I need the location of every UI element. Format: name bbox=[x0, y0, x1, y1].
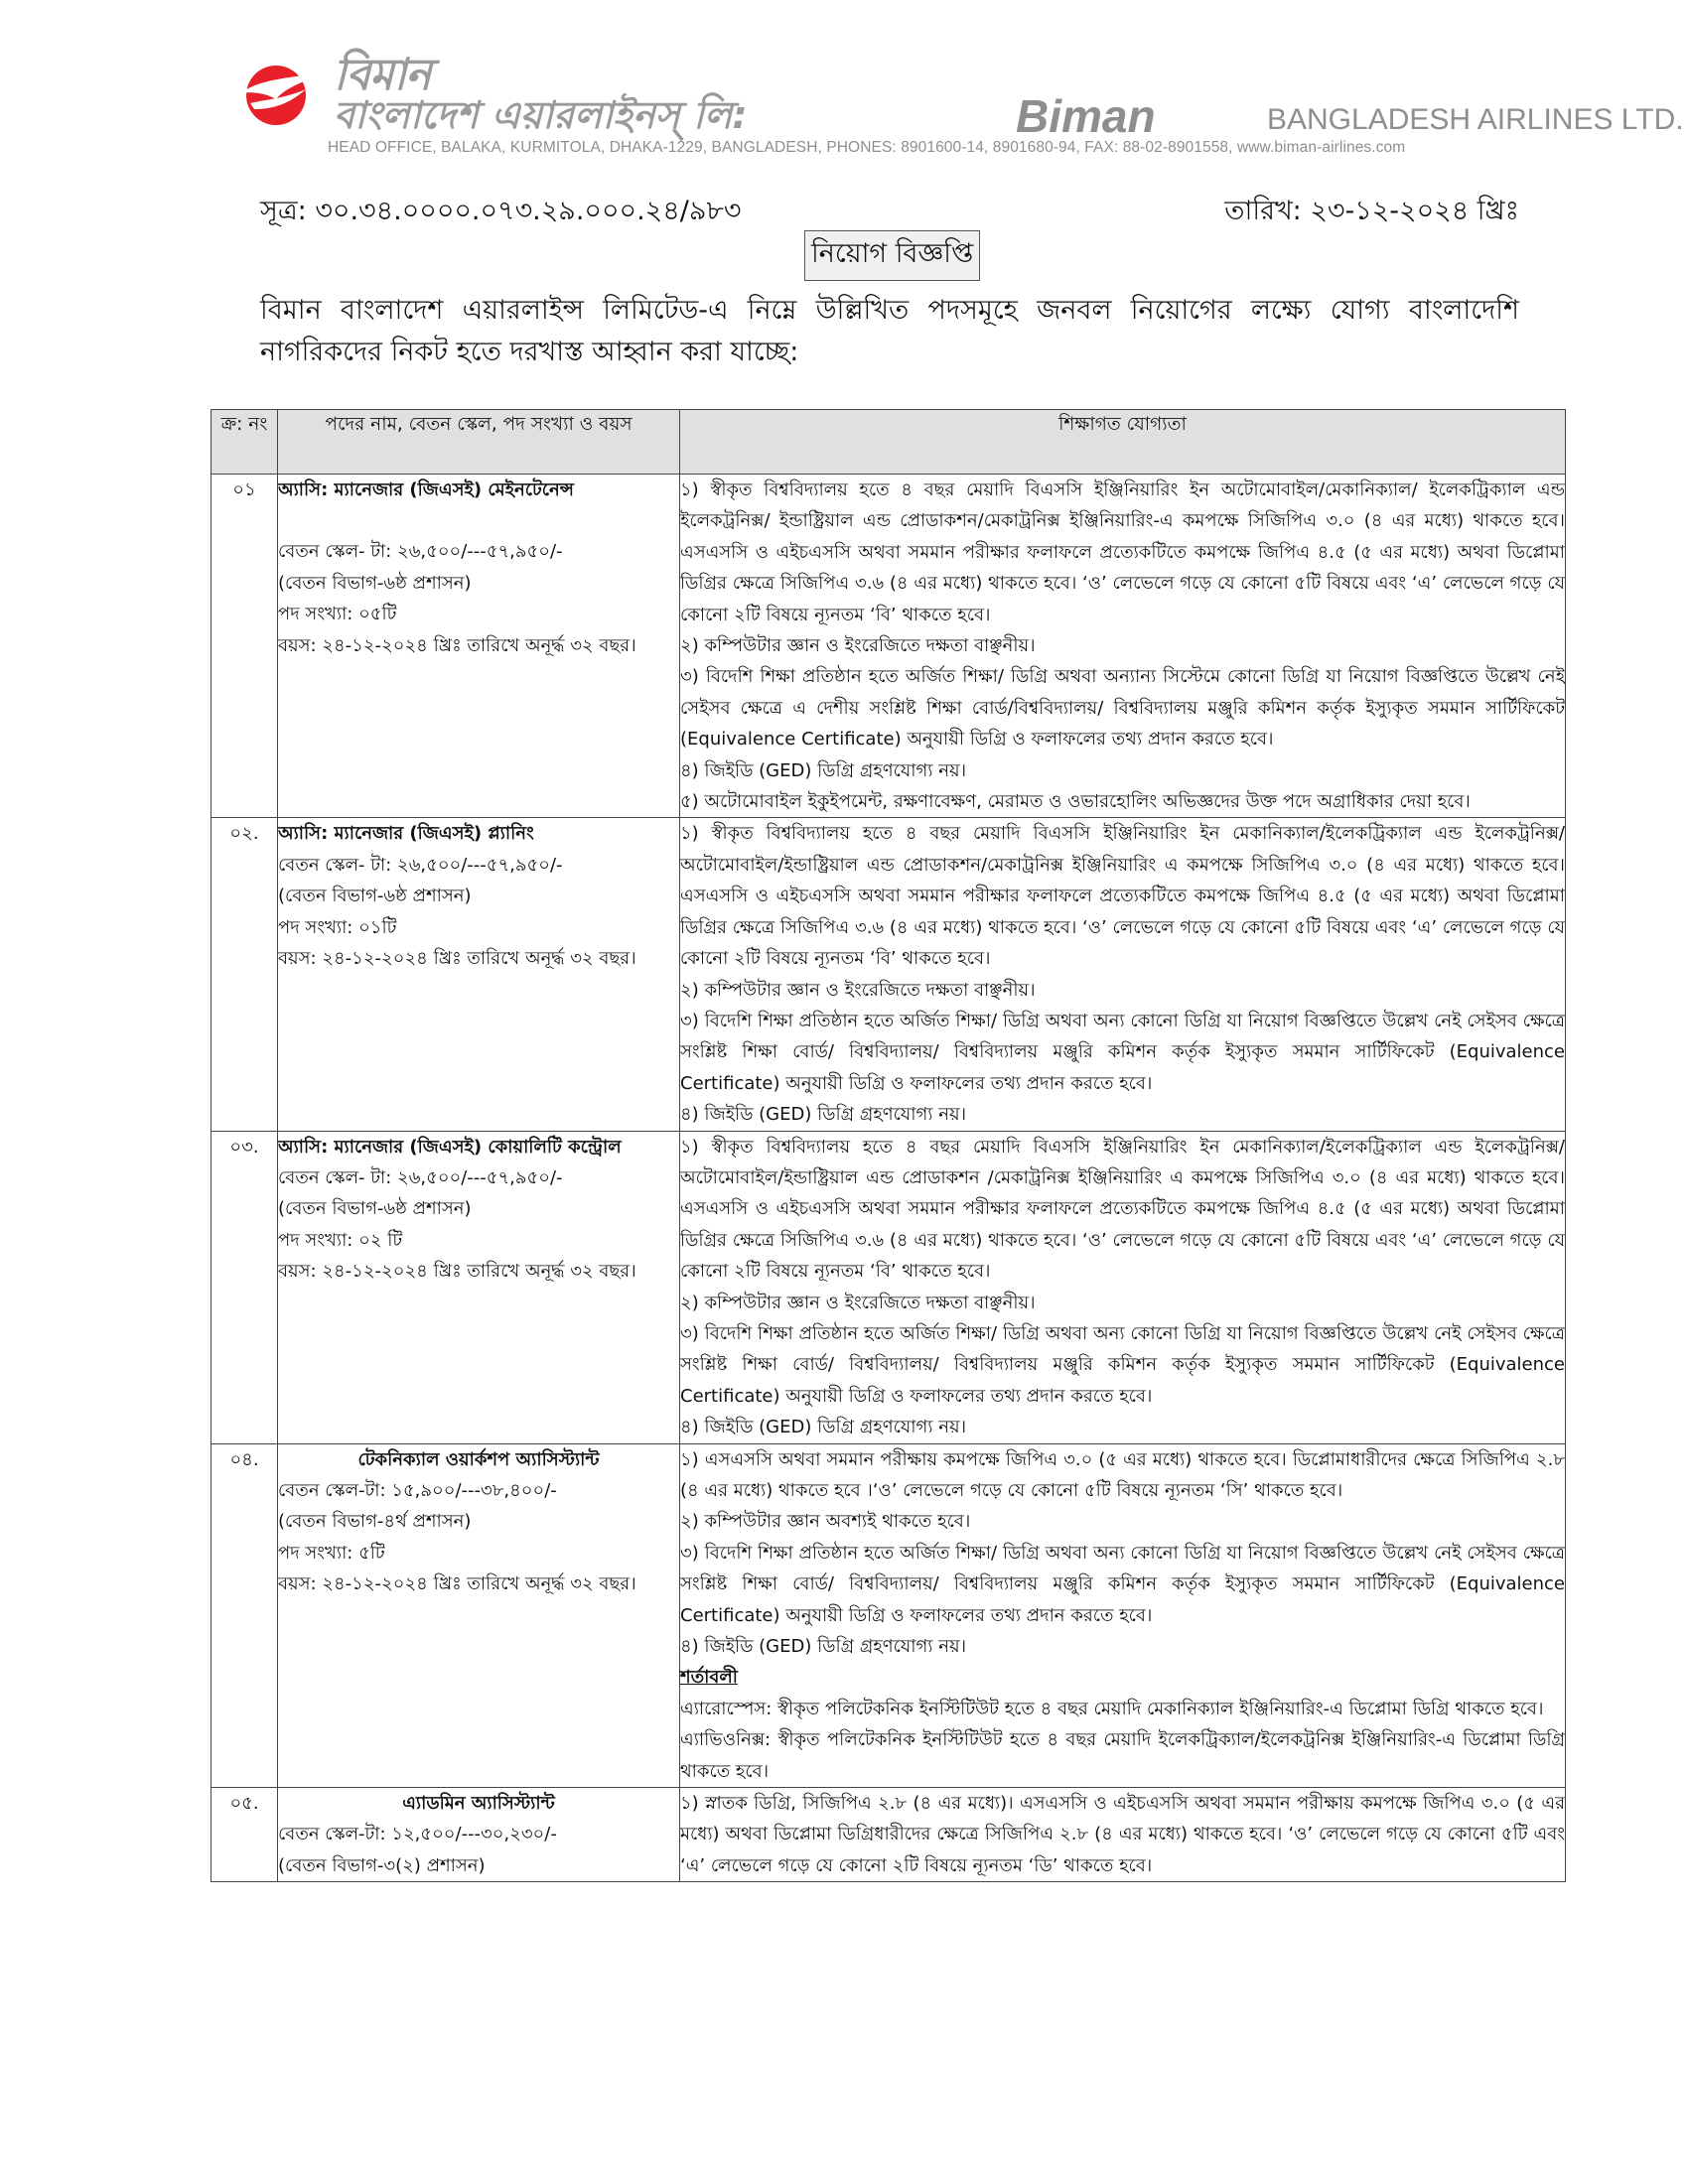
qualification-item: ১) স্বীকৃত বিশ্ববিদ্যালয় হতে ৪ বছর মেয়াদি বিএসসি ইঞ্জিনিয়ারিং ইন মেকানিক্যাল/ইলেকট্রিক্যাল এন্ড ইলেকট্রনিক্স/অটোমোবাইল/ইন্ডাষ্ট্রিয়াল এন্ড প্রোডাকশন /মেকাট্রনিক্স ইঞ্জিনিয়ারিং এ কমপক্ষে সিজিপিএ ৩.০ (৪ এর মধ্যে) থাকতে হবে। এসএসসি ও এইচএসসি অথবা সমমান পরীক্ষার ফলাফলে প্রত্যেকটিতে কমপক্ষে জিপিএ ৪.৫ (৫ এর মধ্যে) অথবা ডিপ্লোমা ডিগ্রির ক্ষেত্রে সিজিপিএ ৩.৬ (৪ এর মধ্যে) থাকতে হবে। ‘ও’ লেভেলে গড়ে যে কোনো ৫টি বিষয়ে এবং ‘এ’ লেভেলে গড়ে যে কোনো ২টি বিষয়ে ন্যূনতম ‘বি’ থাকতে হবে। bbox=[680, 1136, 1565, 1283]
header-qualification: শিক্ষাগত যোগ্যতা bbox=[680, 410, 1566, 475]
table-header-row bbox=[211, 410, 1566, 475]
table-row bbox=[211, 1788, 1566, 1882]
qualification-item: ১) এসএসসি অথবা সমমান পরীক্ষায় কমপক্ষে জিপিএ ৩.০ (৫ এর মধ্যে) থাকতে হবে। ডিপ্লোমাধারীদের ক্ষেত্রে সিজিপিএ ২.৮ (৪ এর মধ্যে) থাকতে হবে ।‘ও’ লেভেলে গড়ে যে কোনো ৫টি বিষয়ে ন্যূনতম ‘সি’ থাকতে হবে। bbox=[680, 1448, 1565, 1501]
age-limit: বয়স: ২৪-১২-২০২৪ খ্রিঃ তারিখে অনূর্দ্ধ ৩২ বছর। bbox=[278, 1573, 636, 1595]
brand-bangla-line1: বিমান bbox=[334, 50, 431, 100]
head-office-address: HEAD OFFICE, BALAKA, KURMITOLA, DHAKA-1229, BANGLADESH, PHONES: 8901600-14, 8901680-94, FAX: 88-02-8901558, www.biman-airlines.com bbox=[328, 139, 1406, 156]
table-row bbox=[211, 1131, 1566, 1443]
recruitment-table bbox=[211, 409, 1566, 1882]
qualification-item: ৪) জিইডি (GED) ডিগ্রি গ্রহণযোগ্য নয়। bbox=[680, 1636, 967, 1658]
qualification-item: ২) কম্পিউটার জ্ঞান অবশ্যই থাকতে হবে। bbox=[680, 1511, 971, 1533]
qualification-item: ১) স্বীকৃত বিশ্ববিদ্যালয় হতে ৪ বছর মেয়াদি বিএসসি ইঞ্জিনিয়ারিং ইন মেকানিক্যাল/ইলেকট্রিক্যাল এন্ড ইলেকট্রনিক্স/অটোমোবাইল/ইন্ডাষ্ট্রিয়াল এন্ড প্রোডাকশন/মেকাট্রনিক্স ইঞ্জিনিয়ারিং এ কমপক্ষে সিজিপিএ ৩.০ (৪ এর মধ্যে) থাকতে হবে। এসএসসি ও এইচএসসি অথবা সমমান পরীক্ষার ফলাফলে প্রত্যেকটিতে কমপক্ষে জিপিএ ৪.৫ (৫ এর মধ্যে) অথবা ডিপ্লোমা ডিগ্রির ক্ষেত্রে সিজিপিএ ৩.৬ (৪ এর মধ্যে) থাকতে হবে। ‘ও’ লেভেলে গড়ে যে কোনো ৫টি বিষয়ে এবং ‘এ’ লেভেলে গড়ে যে কোনো ২টি বিষয়ে ন্যূনতম ‘বি’ থাকতে হবে। bbox=[680, 823, 1565, 970]
age-limit: বয়স: ২৪-১২-২০২৪ খ্রিঃ তারিখে অনূর্দ্ধ ৩২ বছর। bbox=[278, 634, 636, 656]
post-name: এ্যাডমিন অ্যাসিস্ট্যান্ট bbox=[402, 1793, 555, 1815]
header-post: পদের নাম, বেতন স্কেল, পদ সংখ্যা ও বয়স bbox=[278, 410, 680, 475]
post-details bbox=[278, 1131, 680, 1443]
notice-title: নিয়োগ বিজ্ঞপ্তি bbox=[804, 230, 980, 281]
letterhead bbox=[236, 50, 1684, 156]
qualification-item: ৩) বিদেশি শিক্ষা প্রতিষ্ঠান হতে অর্জিত শিক্ষা/ ডিগ্রি অথবা অন্যান্য সিস্টেমে কোনো ডিগ্রি যা নিয়োগ বিজ্ঞপ্তিতে উল্লেখ নেই সেইসব ক্ষেত্রে এ দেশীয় সংশ্লিষ্ট শিক্ষা বোর্ড/বিশ্ববিদ্যালয়/ বিশ্ববিদ্যালয় মঞ্জুরি কমিশন কর্তৃক ইস্যুকৃত সমমান সার্টিফিকেট (Equivalence Certificate) অনুযায়ী ডিগ্রি ও ফলাফলের তথ্য প্রদান করতে হবে। bbox=[680, 666, 1565, 751]
qualification-list bbox=[680, 1443, 1566, 1787]
pay-grade: (বেতন বিভাগ-৬ষ্ঠ প্রশাসন) bbox=[278, 886, 472, 907]
pay-scale: বেতন স্কেল- টা: ২৬,৫০০/---৫৭,৯৫০/- bbox=[278, 541, 563, 563]
qualification-item: ২) কম্পিউটার জ্ঞান ও ইংরেজিতে দক্ষতা বাঞ্ছনীয়। bbox=[680, 979, 1036, 1001]
intro-paragraph: বিমান বাংলাদেশ এয়ারলাইন্স লিমিটেড-এ নিম্নে উল্লিখিত পদসমূহে জনবল নিয়োগের লক্ষ্যে যোগ্য বাংলাদেশি নাগরিকদের নিকট হতে দরখাস্ত আহ্বান করা যাচ্ছে: bbox=[260, 295, 1519, 367]
qualification-item: ২) কম্পিউটার জ্ঞান ও ইংরেজিতে দক্ষতা বাঞ্ছনীয়। bbox=[680, 1292, 1036, 1313]
row-serial: ০৪. bbox=[211, 1443, 278, 1787]
age-limit: বয়স: ২৪-১২-২০২৪ খ্রিঃ তারিখে অনূর্দ্ধ ৩২ বছর। bbox=[278, 1261, 636, 1283]
qualification-item: ৪) জিইডি (GED) ডিগ্রি গ্রহণযোগ্য নয়। bbox=[680, 759, 967, 781]
qualification-item: ৩) বিদেশি শিক্ষা প্রতিষ্ঠান হতে অর্জিত শিক্ষা/ ডিগ্রি অথবা অন্য কোনো ডিগ্রি যা নিয়োগ বিজ্ঞপ্তিতে উল্লেখ নেই সেইসব ক্ষেত্রে সংশ্লিষ্ট শিক্ষা বোর্ড/ বিশ্ববিদ্যালয়/ বিশ্ববিদ্যালয় মঞ্জুরি কমিশন কর্তৃক ইস্যুকৃত সমমান সার্টিফিকেট (Equivalence Certificate) অনুযায়ী ডিগ্রি ও ফলাফলের তথ্য প্রদান করতে হবে। bbox=[680, 1322, 1565, 1407]
post-count: পদ সংখ্যা: ০৫টি bbox=[278, 604, 397, 625]
brand-english-bold: Biman bbox=[1016, 90, 1156, 142]
post-name: টেকনিক্যাল ওয়ার্কশপ অ্যাসিস্ট্যান্ট bbox=[357, 1448, 600, 1470]
reference-number: সূত্র: ৩০.৩৪.০০০০.০৭৩.২৯.০০০.২৪/৯৮৩ bbox=[260, 196, 742, 226]
qualification-item: ৩) বিদেশি শিক্ষা প্রতিষ্ঠান হতে অর্জিত শিক্ষা/ ডিগ্রি অথবা অন্য কোনো ডিগ্রি যা নিয়োগ বিজ্ঞপ্তিতে উল্লেখ নেই সেইসব ক্ষেত্রে সংশ্লিষ্ট শিক্ষা বোর্ড/ বিশ্ববিদ্যালয়/ বিশ্ববিদ্যালয় মঞ্জুরি কমিশন কর্তৃক ইস্যুকৃত সমমান সার্টিফিকেট (Equivalence Certificate) অনুযায়ী ডিগ্রি ও ফলাফলের তথ্য প্রদান করতে হবে। bbox=[680, 1542, 1565, 1626]
row-serial: ০১ bbox=[211, 475, 278, 818]
post-name: অ্যাসি: ম্যানেজার (জিএসই) মেইনটেনেন্স bbox=[278, 479, 574, 500]
post-details bbox=[278, 1443, 680, 1787]
post-details bbox=[278, 1788, 680, 1882]
table-row bbox=[211, 818, 1566, 1131]
qualification-item: ১) স্বীকৃত বিশ্ববিদ্যালয় হতে ৪ বছর মেয়াদি বিএসসি ইঞ্জিনিয়ারিং ইন অটোমোবাইল/মেকানিক্যাল/ ইলেকট্রিক্যাল এন্ড ইলেকট্রনিক্স/ ইন্ডাষ্ট্রিয়াল এন্ড প্রোডাকশন/মেকাট্রনিক্স ইঞ্জিনিয়ারিং-এ কমপক্ষে সিজিপিএ ৩.০ (৪ এর মধ্যে) থাকতে হবে। এসএসসি ও এইচএসসি অথবা সমমান পরীক্ষার ফলাফলে প্রত্যেকটিতে কমপক্ষে জিপিএ ৪.৫ (৫ এর মধ্যে) অথবা ডিপ্লোমা ডিগ্রির ক্ষেত্রে সিজিপিএ ৩.৬ (৪ এর মধ্যে) থাকতে হবে। ‘ও’ লেভেলে গড়ে যে কোনো ৫টি বিষয়ে এবং ‘এ’ লেভেলে গড়ে যে কোনো ২টি বিষয়ে ন্যূনতম ‘বি’ থাকতে হবে। bbox=[680, 479, 1565, 625]
brand-english-regular: BANGLADESH AIRLINES LTD. bbox=[1267, 103, 1684, 136]
qualification-item: ৫) অটোমোবাইল ইকুইপমেন্ট, রক্ষণাবেক্ষণ, মেরামত ও ওভারহোলিং অভিজ্ঞদের উক্ত পদে অগ্রাধিকার দেয়া হবে। bbox=[680, 791, 1471, 813]
row-serial: ০৩. bbox=[211, 1131, 278, 1443]
qualification-item: ৪) জিইডি (GED) ডিগ্রি গ্রহণযোগ্য নয়। bbox=[680, 1104, 967, 1126]
post-details bbox=[278, 818, 680, 1131]
qualification-item: ৩) বিদেশি শিক্ষা প্রতিষ্ঠান হতে অর্জিত শিক্ষা/ ডিগ্রি অথবা অন্য কোনো ডিগ্রি যা নিয়োগ বিজ্ঞপ্তিতে উল্লেখ নেই সেইসব ক্ষেত্রে সংশ্লিষ্ট শিক্ষা বোর্ড/ বিশ্ববিদ্যালয়/ বিশ্ববিদ্যালয় মঞ্জুরি কমিশন কর্তৃক ইস্যুকৃত সমমান সার্টিফিকেট (Equivalence Certificate) অনুযায়ী ডিগ্রি ও ফলাফলের তথ্য প্রদান করতে হবে। bbox=[680, 1010, 1565, 1094]
post-count: পদ সংখ্যা: ৫টি bbox=[278, 1542, 385, 1564]
qualification-list bbox=[680, 818, 1566, 1131]
pay-grade: (বেতন বিভাগ-৬ষ্ঠ প্রশাসন) bbox=[278, 1198, 472, 1220]
condition-item: এ্যারোস্পেস: স্বীকৃত পলিটেকনিক ইনস্টিটিউট হতে ৪ বছর মেয়াদি মেকানিক্যাল ইঞ্জিনিয়ারিং-এ ডিপ্লোমা ডিগ্রি থাকতে হবে। bbox=[680, 1698, 1544, 1719]
age-limit: বয়স: ২৪-১২-২০২৪ খ্রিঃ তারিখে অনূর্দ্ধ ৩২ বছর। bbox=[278, 948, 636, 970]
table-row bbox=[211, 475, 1566, 818]
pay-scale: বেতন স্কেল- টা: ২৬,৫০০/---৫৭,৯৫০/- bbox=[278, 854, 563, 876]
qualification-list bbox=[680, 1788, 1566, 1882]
qualification-item: ২) কম্পিউটার জ্ঞান ও ইংরেজিতে দক্ষতা বাঞ্ছনীয়। bbox=[680, 635, 1036, 657]
biman-stork-logo-icon bbox=[236, 60, 328, 127]
post-count: পদ সংখ্যা: ০২ টি bbox=[278, 1229, 403, 1251]
post-count: পদ সংখ্যা: ০১টি bbox=[278, 916, 397, 938]
notice-date: তারিখ: ২৩-১২-২০২৪ খ্রিঃ bbox=[1224, 196, 1519, 226]
header-serial: ক্র: নং bbox=[211, 410, 278, 475]
post-name: অ্যাসি: ম্যানেজার (জিএসই) প্ল্যানিং bbox=[278, 823, 534, 845]
pay-grade: (বেতন বিভাগ-৬ষ্ঠ প্রশাসন) bbox=[278, 572, 472, 594]
post-details bbox=[278, 475, 680, 818]
row-serial: ০২. bbox=[211, 818, 278, 1131]
post-name: অ্যাসি: ম্যানেজার (জিএসই) কোয়ালিটি কন্ট্রোল bbox=[278, 1136, 622, 1158]
table-row bbox=[211, 1443, 1566, 1787]
qualification-list bbox=[680, 475, 1566, 818]
brand-bangla-line2: বাংলাদেশ এয়ারলাইনস্ লি: bbox=[334, 93, 748, 137]
qualification-item: ১) স্নাতক ডিগ্রি, সিজিপিএ ২.৮ (৪ এর মধ্যে)। এসএসসি ও এইচএসসি অথবা সমমান পরীক্ষায় কমপক্ষে জিপিএ ৩.০ (৫ এর মধ্যে) অথবা ডিপ্লোমা ডিগ্রিধারীদের ক্ষেত্রে সিজিপিএ ২.৮ (৪ এর মধ্যে) থাকতে হবে। ‘ও’ লেভেলে গড়ে যে কোনো ৫টি এবং ‘এ’ লেভেলে গড়ে যে কোনো ২টি বিষয়ে ন্যূনতম ‘ডি’ থাকতে হবে। bbox=[680, 1793, 1565, 1876]
row-serial: ০৫. bbox=[211, 1788, 278, 1882]
pay-scale: বেতন স্কেল- টা: ২৬,৫০০/---৫৭,৯৫০/- bbox=[278, 1166, 563, 1188]
qualification-list bbox=[680, 1131, 1566, 1443]
pay-grade: (বেতন বিভাগ-৩(২) প্রশাসন) bbox=[278, 1854, 486, 1876]
pay-scale: বেতন স্কেল-টা: ১২,৫০০/---৩০,২৩০/- bbox=[278, 1824, 557, 1845]
qualification-item: ৪) জিইডি (GED) ডিগ্রি গ্রহণযোগ্য নয়। bbox=[680, 1417, 967, 1438]
condition-item: এ্যাভিওনিক্স: স্বীকৃত পলিটেকনিক ইনস্টিটিউট হতে ৪ বছর মেয়াদি ইলেকট্রিক্যাল/ইলেকট্রনিক্স ইঞ্জিনিয়ারিং-এ ডিপ্লোমা ডিগ্রি থাকতে হবে। bbox=[680, 1729, 1565, 1782]
conditions-heading: শর্তাবলী bbox=[680, 1667, 738, 1689]
pay-scale: বেতন স্কেল-টা: ১৫,৯০০/---৩৮,৪০০/- bbox=[278, 1480, 557, 1501]
pay-grade: (বেতন বিভাগ-৪র্থ প্রশাসন) bbox=[278, 1511, 472, 1533]
